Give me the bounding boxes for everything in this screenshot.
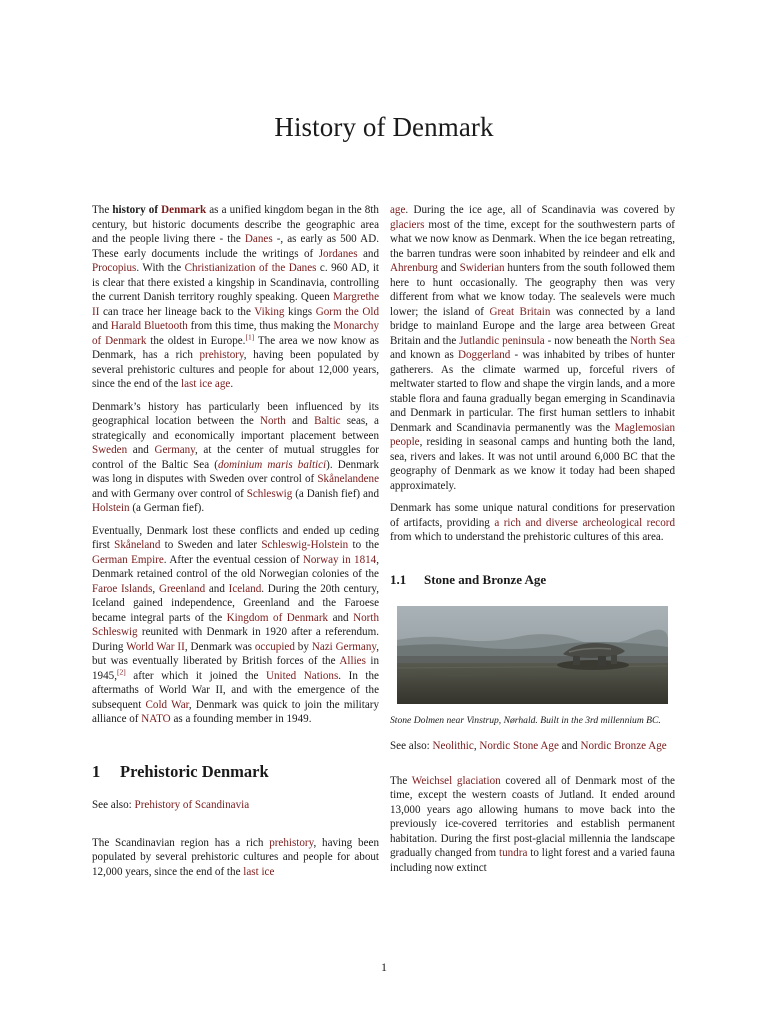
wiki-link[interactable]: North Sea (630, 334, 675, 347)
text-run: c. 960 AD, it is clear that there existed a kingship in Scandinavia, controlling the current Danish territory roughly speaking. Queen (92, 262, 380, 303)
scandinavian-paragraph (92, 836, 379, 880)
wiki-link[interactable]: last ice (243, 865, 275, 878)
wiki-link[interactable]: Great Britain (489, 305, 551, 318)
wiki-link[interactable]: prehistory (199, 349, 244, 361)
text-run: and (127, 444, 155, 456)
text-run: from which to understand the prehistoric cultures of this area. (390, 531, 664, 543)
wiki-link[interactable]: Cold War (145, 698, 189, 711)
text-run: - was inhabited by tribes of hunter gatherers. As the climate warmed up, forceful rivers of meltwater started to flow and shape the virgin lands, and a more stable flora and fauna gradually began emerging in Scandinavia and Denmark in particular. The first human settlers to inhabit Denmark and Scandinavia permanently was the (390, 349, 676, 434)
text-run: See also: (390, 740, 433, 752)
text-run: covered all of Denmark most of the time, except the western coasts of Jutland. It ended around 13,000 years ago allowing humans to move back into the previously ice-covered territories and establish permanent habitation. During the first post-glacial millennia the landscape gradually changed from (390, 774, 675, 859)
wiki-link[interactable]: prehistory (269, 836, 314, 849)
text-run: can trace her lineage back to the (99, 305, 255, 318)
text-run: The Scandinavian region has a rich (92, 836, 270, 849)
text-run: - now beneath the (544, 334, 631, 347)
wiki-link[interactable]: Faroe Islands (92, 582, 153, 595)
wiki-link[interactable]: Kingdom of Denmark (226, 611, 329, 624)
conflicts-paragraph (92, 524, 379, 727)
text-run: by (294, 640, 312, 653)
see-also-prehistory (92, 798, 379, 813)
wiki-link[interactable]: Skåneland (114, 539, 161, 551)
text-run: after which it joined the (125, 669, 266, 682)
wiki-link[interactable]: Jutlandic peninsula (459, 334, 545, 347)
text-run: , having been populated by several prehistoric cultures and people for about 12,000 years, since the end of the (92, 836, 379, 878)
text-run: . In the aftermaths of World War II, and with the emergence of the subsequent (92, 669, 379, 711)
text-run: as a unified kingdom began in the 8th century, but historic documents describe the geographic area and the people living there - the (92, 204, 379, 245)
text-run: , (152, 582, 159, 595)
subsection-number: 1.1 (390, 571, 407, 587)
wiki-link[interactable]: Skånelandene (317, 473, 379, 485)
text-run: . During the ice age, all of Scandinavia was covered by (405, 204, 675, 216)
text-run: and (328, 611, 354, 624)
text-run: to Sweden and later (160, 539, 262, 551)
text-run: and (285, 415, 315, 427)
wiki-link[interactable]: United Nations (266, 669, 339, 682)
text-run: from this time, thus making the (187, 320, 334, 332)
text-run: (a German fief). (129, 502, 205, 514)
wiki-link[interactable]: Swiderian (459, 262, 505, 274)
text-run: seas, a strategically and economically important placement between (92, 415, 379, 442)
text-run: See also: (92, 799, 135, 811)
see-also-stone-age (390, 739, 675, 754)
wiki-link[interactable]: Allies (339, 655, 366, 667)
wiki-link[interactable]: Danes (244, 233, 273, 245)
wiki-link[interactable]: Jordanes (318, 247, 358, 260)
wiki-link[interactable]: a rich and diverse archeological record (494, 516, 675, 529)
intro-paragraph (92, 203, 379, 392)
text-run: , at the center of mutual struggles for control of the Baltic Sea ( (92, 444, 379, 471)
text-run: in 1945, (92, 655, 380, 682)
wiki-link[interactable]: Baltic (314, 415, 341, 427)
wiki-link[interactable]: Denmark (161, 204, 207, 216)
text-run: , (473, 740, 480, 752)
wiki-link[interactable]: Germany (154, 444, 195, 456)
wiki-link[interactable]: Neolithic (432, 740, 474, 752)
text-run: , having been populated by several prehistoric cultures and people for about 12,000 years, since the end of the (92, 349, 379, 390)
text-run: . With the (136, 262, 185, 274)
text-run: as a founding member in 1949. (170, 713, 312, 725)
text-run: Denmark’s history has particularly been influenced by its geographical location between the (92, 400, 379, 427)
text-run: Denmark has some unique natural conditions for preservation of artifacts, providing (390, 502, 675, 529)
weichsel-paragraph (390, 774, 675, 876)
wiki-link[interactable]: World War II (126, 640, 185, 653)
text-run: the oldest in Europe. (146, 334, 246, 347)
wiki-link[interactable]: tundra (499, 847, 528, 859)
wiki-link[interactable]: Iceland (228, 582, 262, 595)
dolmen-photo (397, 606, 668, 704)
text-run: reunited with Denmark in 1920 after a referendum. During (92, 626, 379, 653)
wiki-link[interactable]: Harald Bluetooth (110, 320, 188, 332)
text-run: and with Germany over control of (92, 487, 247, 500)
text-run: and (357, 247, 380, 260)
text-run: most of the time, except for the southwestern parts of what we now know as Denmark. When the ice began retreating, the barren tundras were soon inhabited by reindeer and elk and (390, 218, 675, 260)
wiki-link[interactable]: Schleswig (246, 487, 293, 500)
wiki-link[interactable]: Nazi Germany (311, 640, 377, 653)
wiki-link[interactable]: Doggerland (457, 349, 511, 361)
left-column (92, 203, 379, 887)
text-run: , Denmark was (184, 640, 255, 653)
text-run: The (92, 204, 113, 216)
wiki-link[interactable]: Weichsel glaciation (411, 774, 501, 787)
text-run: ). Denmark was long in disputes with Sweden over control of (92, 458, 379, 485)
text-run: to the (348, 539, 379, 551)
wiki-link[interactable]: Maglemosian people (390, 421, 675, 448)
text-run: Eventually, Denmark lost these conflicts and ended up ceding first (92, 524, 379, 551)
wiki-link[interactable]: Monarchy of Denmark (92, 320, 380, 347)
text-run: (a Danish fief) and (292, 487, 379, 500)
artifacts-paragraph (390, 501, 675, 545)
text-run: and known as (390, 349, 458, 361)
photo-caption: Stone Dolmen near Vinstrup, Nørhald. Built in the 3rd millennium BC. (390, 715, 661, 726)
text-run: and (558, 740, 581, 752)
text-run: The (390, 774, 412, 787)
section-number: 1 (92, 761, 101, 781)
wiki-link[interactable]: dominium maris baltici (217, 458, 327, 471)
text-run: hunters from the south followed them here to hunt occasionally. The geography then was very different from what we know today. The sealevels were much lower; the island of (390, 262, 675, 318)
wiki-link[interactable]: NATO (141, 713, 171, 725)
wiki-link[interactable]: last ice age (181, 378, 231, 390)
wiki-link[interactable]: Sweden (92, 444, 128, 456)
text-run: -, as early as 500 AD. These early documents include the writings of (92, 233, 379, 260)
wiki-link[interactable]: Holstein (92, 502, 130, 514)
wiki-link[interactable]: North (259, 415, 286, 427)
text-run: . After the eventual cession of (163, 553, 303, 566)
page-number: 1 (381, 960, 387, 974)
wiki-link[interactable]: Viking (254, 305, 285, 318)
wiki-link[interactable]: North Schleswig (92, 611, 379, 638)
wiki-link[interactable]: Prehistory of Scandinavia (134, 799, 250, 811)
geography-paragraph (92, 400, 379, 516)
ice-age-paragraph (390, 203, 675, 493)
wiki-link[interactable]: Schleswig-Holstein (261, 539, 349, 551)
text-run: , but was eventually liberated by British forces of the (92, 640, 379, 667)
wiki-link[interactable]: Nordic Stone Age (479, 740, 559, 752)
text-run: , Denmark retained control of the old Norwegian colonies of the (92, 553, 379, 580)
right-column (390, 203, 675, 883)
subsection-title: Stone and Bronze Age (424, 571, 547, 587)
page-title: History of Denmark (274, 112, 494, 142)
text-run: . (230, 378, 234, 390)
subsection-heading-stone-bronze (390, 573, 675, 588)
text-run: to light forest and a varied fauna including now extinct (390, 847, 675, 874)
text-run: and (437, 262, 460, 274)
text-run: , Denmark was quick to join the military alliance of (92, 698, 379, 725)
wiki-link[interactable]: Procopius (92, 262, 137, 274)
text-run: was connected by a land bridge to mainland Europe and the large area between Great Britain and the (390, 305, 675, 347)
wiki-link[interactable]: Nordic Bronze Age (580, 740, 667, 752)
text-run: . During the 20th century, Iceland gained independence, Greenland and the Faroese became integral parts of the (92, 582, 379, 624)
text-run: and (205, 582, 229, 595)
wiki-link[interactable]: Christianization of the Danes (184, 262, 317, 274)
text-run: , residing in seasonal camps and hunting both the land, sea, rivers and lakes. It was not until around 6,000 BC that the geography of Denmark as we know it today had been shaped approximately. (390, 436, 675, 492)
text-run: history of (112, 204, 162, 216)
citation-link[interactable]: [1] (245, 331, 255, 341)
section-heading-prehistoric (92, 761, 379, 781)
wiki-link[interactable]: Greenland (158, 582, 206, 595)
section-title: Prehistoric Denmark (120, 761, 269, 781)
wiki-link[interactable]: German Empire (92, 553, 164, 566)
wiki-link[interactable]: age (390, 204, 406, 216)
wiki-link[interactable]: Ahrenburg (390, 262, 438, 274)
wiki-link[interactable]: Margrethe II (92, 291, 379, 318)
dolmen-photo-drawing (397, 606, 668, 704)
text-run: and (92, 320, 111, 332)
wiki-link[interactable]: glaciers (390, 218, 425, 231)
text-run: The area we now know as Denmark, has a rich (92, 334, 379, 361)
wiki-link[interactable]: Gorm the Old (315, 305, 380, 318)
wiki-link[interactable]: Norway in 1814 (302, 553, 377, 566)
wiki-link[interactable]: occupied (254, 640, 295, 653)
citation-link[interactable]: [2] (116, 666, 126, 676)
text-run: kings (284, 305, 316, 318)
